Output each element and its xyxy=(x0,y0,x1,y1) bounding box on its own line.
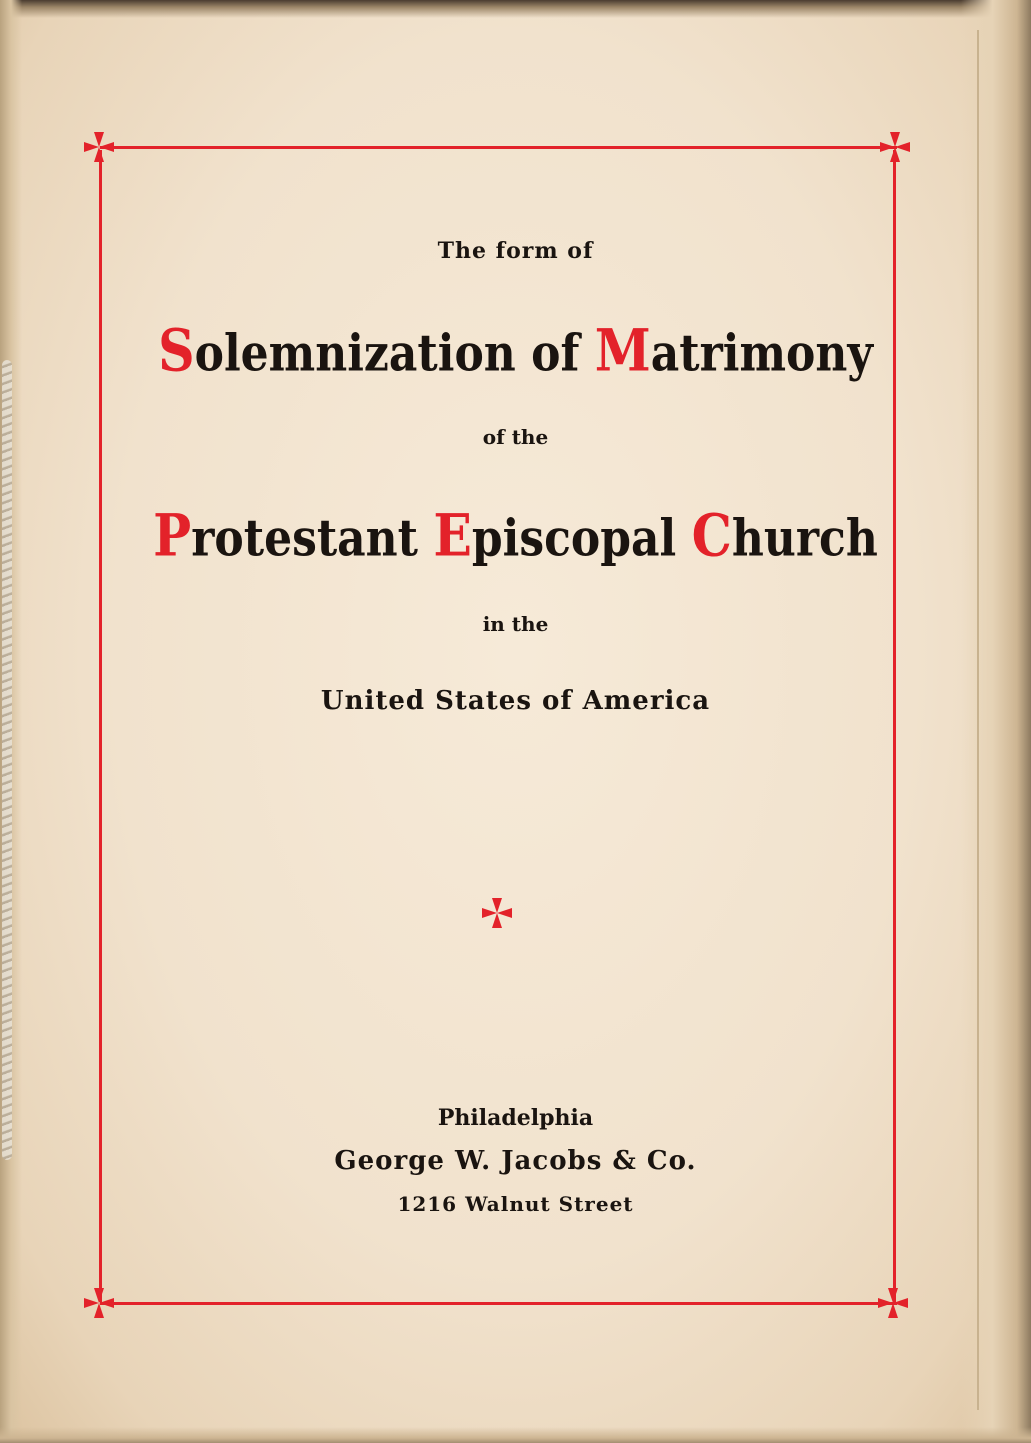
imprint-publisher: George W. Jacobs & Co. xyxy=(334,1146,697,1176)
cross-pattee-icon xyxy=(878,130,912,164)
imprint-address: 1216 Walnut Street xyxy=(397,1192,634,1216)
cover-intro-line: The form of xyxy=(437,238,594,264)
cover-country-line: United States of America xyxy=(320,686,711,716)
imprint-city: Philadelphia xyxy=(437,1105,594,1131)
cross-pattee-icon xyxy=(876,1286,910,1320)
frame-rule-top xyxy=(100,146,897,149)
red-initial: C xyxy=(691,500,732,570)
red-initial: P xyxy=(153,500,192,570)
title-text: rotestant xyxy=(191,509,434,569)
cover-connector-in-the: in the xyxy=(482,612,549,636)
red-initial: S xyxy=(158,315,195,385)
title-text: hurch xyxy=(731,509,878,569)
cross-pattee-icon xyxy=(82,1286,116,1320)
cover-title-line-2 xyxy=(0,501,1031,570)
binding-cord xyxy=(2,360,12,1160)
cover-right-edge xyxy=(961,0,1031,1443)
red-initial: M xyxy=(594,315,651,385)
cross-pattee-icon xyxy=(480,896,514,930)
title-text: olemnization of xyxy=(194,324,595,384)
cross-pattee-icon xyxy=(82,130,116,164)
cover-bottom-edge xyxy=(0,1427,1031,1443)
red-initial: E xyxy=(433,500,472,570)
cover-connector-of-the: of the xyxy=(482,425,549,449)
cover-top-edge xyxy=(0,0,1031,18)
cover-title-line-1 xyxy=(0,316,1031,385)
title-text: atrimony xyxy=(650,324,873,384)
frame-rule-bottom xyxy=(100,1302,897,1305)
title-text: piscopal xyxy=(471,509,692,569)
